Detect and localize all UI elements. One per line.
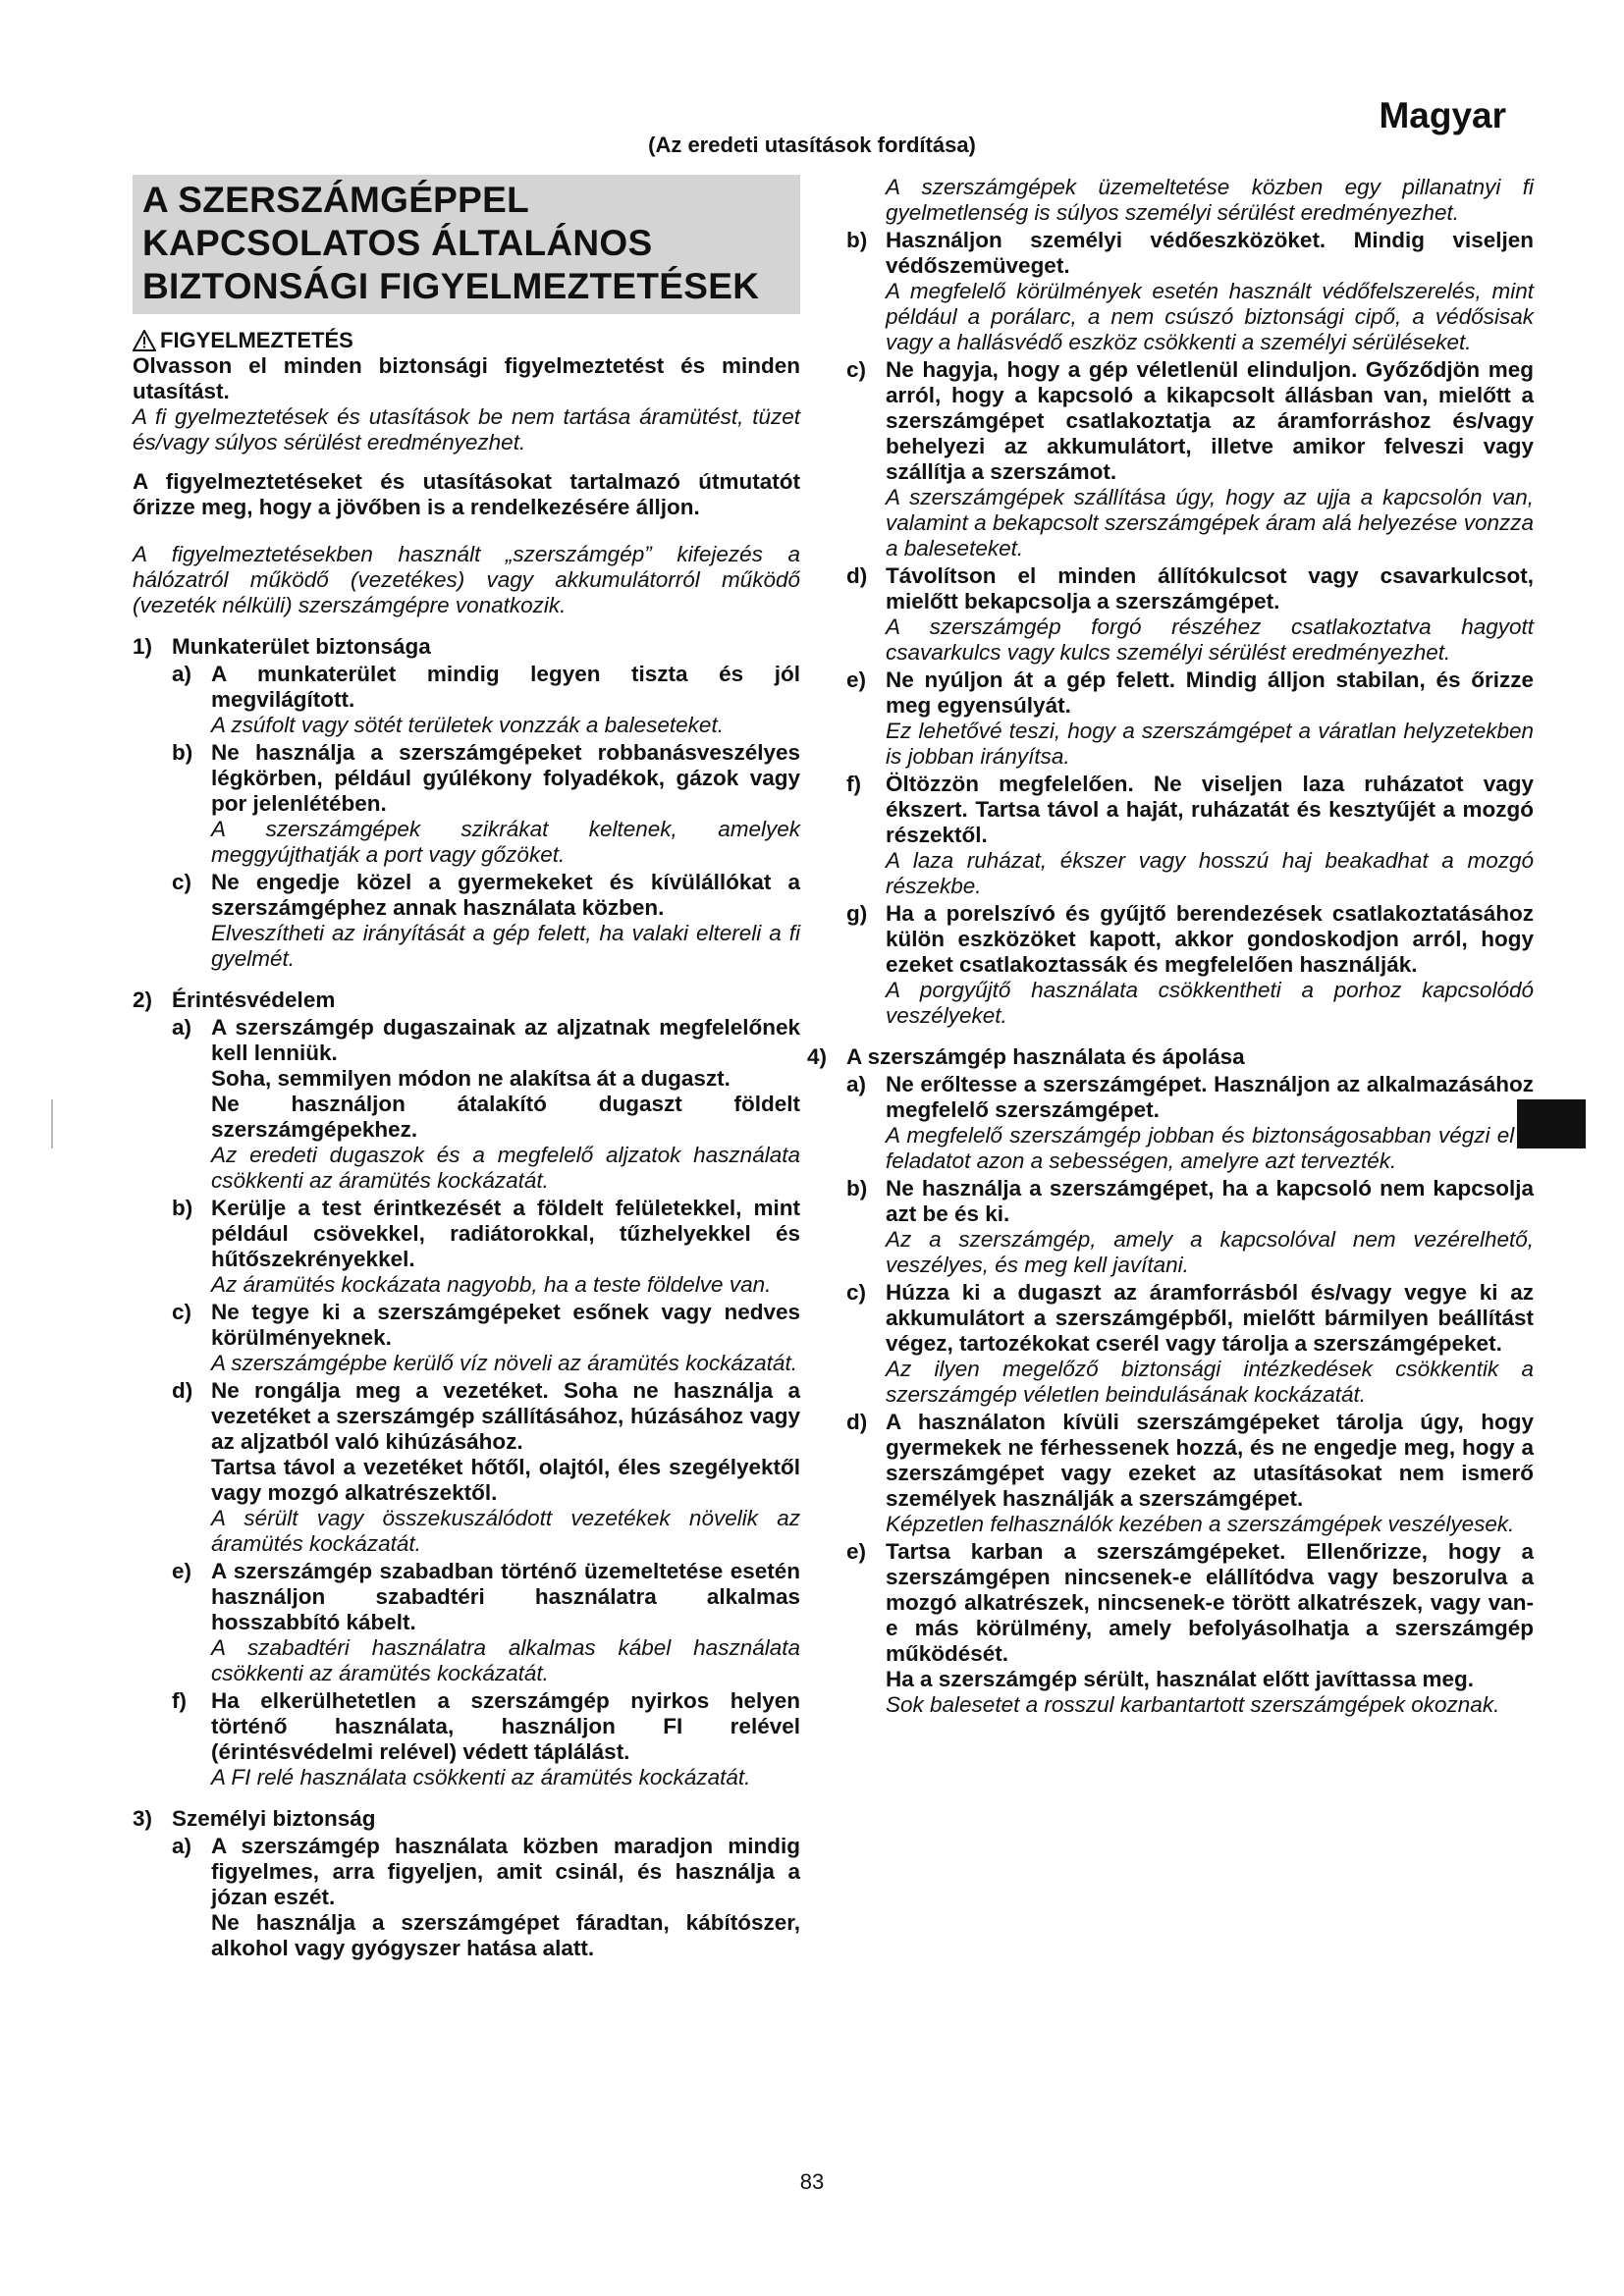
list-item: e) Tartsa karban a szerszámgépeket. Ellenőrizze, hogy a szerszámgépen nincsenek-e elállítódva vagy beszorulva a mozgó alkatrészek, nincsenek-e törött alkatrészek, vagy van-e más körülmény, amely befolyásolhatja a szerszámgép működését. Ha a szerszámgép sérült, használat előtt javíttassa meg. Sok balesetet a rosszul karbantartott szerszámgépek okoznak. bbox=[846, 1539, 1534, 1717]
page-number: 83 bbox=[799, 2169, 825, 2194]
definition-note: A figyelmeztetésekben használt „szerszámgép” kifejezés a hálózatról működő (vezetékes) vagy akkumulátorról működő (vezeték nélküli) szerszámgépre vonatkozik. bbox=[133, 542, 800, 617]
list-item: c) Ne tegye ki a szerszámgépeket esőnek vagy nedves körülményeknek. A szerszámgépbe kerülő víz növeli az áramütés kockázatát. bbox=[172, 1300, 800, 1375]
list-item: e) A szerszámgép szabadban történő üzemeltetése esetén használjon szabadtéri használatra alkalmas hosszabbító kábelt. A szabadtéri használatra alkalmas kábel használata csökkenti az áramütés kockázatát. bbox=[172, 1559, 800, 1685]
list-item: f) Ha elkerülhetetlen a szerszámgép nyirkos helyen történő használata, használjon FI relével (érintésvédelmi relével) védett táplálást. A FI relé használata csökkenti az áramütés kockázatát. bbox=[172, 1688, 800, 1789]
list-item: a) A munkaterület mindig legyen tiszta és jól megvilágított. A zsúfolt vagy sötét területek vonzzák a baleseteket. bbox=[172, 662, 800, 737]
keep-instructions: A figyelmeztetéseket és utasításokat tartalmazó útmutatót őrizze meg, hogy a jövőben is a rendelkezésére álljon. bbox=[133, 469, 800, 519]
list-item: d) Távolítson el minden állítókulcsot vagy csavarkulcsot, mielőtt bekapcsolja a szerszámgépet. A szerszámgép forgó részéhez csatlakoztatva hagyott csavarkulcs vagy kulcs személyi sérülést eredményezhet. bbox=[846, 563, 1534, 665]
margin-mark bbox=[51, 1099, 53, 1148]
section-2-heading: 2) Érintésvédelem bbox=[133, 988, 336, 1012]
left-column bbox=[133, 175, 800, 1961]
translation-note: (Az eredeti utasítások fordítása) bbox=[648, 133, 976, 157]
list-item: a) Ne erőltesse a szerszámgépet. Használjon az alkalmazásához megfelelő szerszámgépet. A megfelelő szerszámgép jobban és biztonságosabban végzi el a feladatot azon a sebességen, amelyre azt tervezték. bbox=[846, 1072, 1534, 1173]
list-item: d) Ne rongálja meg a vezetéket. Soha ne használja a vezetéket a szerszámgép szállításához, húzásához vagy az aljzatból való kihúzásához. Tartsa távol a vezetéket hőtől, olajtól, éles szegélyektől vagy mozgó alkatrészektől. A sérült vagy összekuszálódott vezetékek növelik az áramütés kockázatát. bbox=[172, 1378, 800, 1556]
warning-label: FIGYELMEZTETÉS bbox=[160, 328, 353, 352]
list-item: b) Használjon személyi védőeszközöket. Mindig viseljen védőszemüveget. A megfelelő körülmények esetén használt védőfelszerelés, mint például a porálarc, a nem csúszó biztonsági cipő, a védősisak vagy a hallásvédő eszköz csökkenti a személyi sérüléseket. bbox=[846, 228, 1534, 354]
list-item: d) A használaton kívüli szerszámgépeket tárolja úgy, hogy gyermekek ne férhessenek hozzá, és ne engedje meg, hogy a szerszámgépet vagy ezeket az utasításokat nem ismerő személyek használják a szerszámgépet. Képzetlen felhasználók kezében a szerszámgépek veszélyesek. bbox=[846, 1410, 1534, 1536]
list-item: e) Ne nyúljon át a gép felett. Mindig álljon stabilan, és őrizze meg egyensúlyát. Ez lehetővé teszi, hogy a szerszámgépet a váratlan helyzetekben is jobban irányítsa. bbox=[846, 667, 1534, 769]
intro-italic: A fi gyelmeztetések és utasítások be nem tartása áramütést, tüzet és/vagy súlyos sérülést eredményezhet. bbox=[133, 404, 800, 454]
section-3-heading: 3) Személyi biztonság bbox=[133, 1806, 376, 1831]
list-item: g) Ha a porelszívó és gyűjtő berendezések csatlakoztatásához külön eszközöket kapott, akkor gondoskodjon arról, hogy ezeket csatlakoztassák és megfelelően használják. A porgyűjtő használata csökkentheti a porhoz kapcsolódó veszélyeket. bbox=[846, 901, 1534, 1028]
section-4-heading: 4) A szerszámgép használata és ápolása bbox=[807, 1044, 1245, 1069]
list-item: f) Öltözzön megfelelően. Ne viseljen laza ruházatot vagy ékszert. Tartsa távol a haját, ruházatát és kesztyűjét a mozgó részektől. A laza ruházat, ékszer vagy hosszú haj beakadhat a mozgó részekbe. bbox=[846, 772, 1534, 898]
list-item: c) Húzza ki a dugaszt az áramforrásból és/vagy vegye ki az akkumulátort a szerszámgépből, mielőtt bármilyen beállítást végez, tartozékokat cserél vagy tárolja a szerszámgépeket. Az ilyen megelőző biztonsági intézkedések csökkentik a szerszámgép véletlen beindulásának kockázatát. bbox=[846, 1280, 1534, 1407]
list-item: c) Ne engedje közel a gyermekeket és kívülállókat a szerszámgéphez annak használata közben. Elveszítheti az irányítását a gép felett, ha valaki eltereli a fi gyelmét. bbox=[172, 870, 800, 971]
intro-bold: Olvasson el minden biztonsági figyelmeztetést és minden utasítást. bbox=[133, 353, 800, 403]
warning-triangle-icon bbox=[133, 330, 156, 351]
list-item: b) Ne használja a szerszámgépeket robbanásveszélyes légkörben, például gyúlékony folyadékok, gázok vagy por jelenlétében. A szerszámgépek szikrákat keltenek, amelyek meggyújthatják a port vagy gőzöket. bbox=[172, 740, 800, 867]
list-item: a) A szerszámgép dugaszainak az aljzatnak megfelelőnek kell lenniük. Soha, semmilyen módon ne alakítsa át a dugaszt. Ne használjon átalakító dugaszt földelt szerszámgépekhez. Az eredeti dugaszok és a megfelelő aljzatok használata csökkenti az áramütés kockázatát. bbox=[172, 1015, 800, 1193]
list-item: b) Ne használja a szerszámgépet, ha a kapcsoló nem kapcsolja azt be és ki. Az a szerszámgép, amely a kapcsolóval nem vezérelhető, veszélyes, és meg kell javítani. bbox=[846, 1176, 1534, 1277]
section-1-heading: 1) Munkaterület biztonsága bbox=[133, 634, 431, 659]
list-item: c) Ne hagyja, hogy a gép véletlenül elinduljon. Győződjön meg arról, hogy a kapcsoló a kikapcsolt állásban van, mielőtt a szerszámgépet csatlakoztatja az áramforráshoz és/vagy behelyezi az akkumulátort, illetve amikor felveszi vagy szállítja a szerszámot. A szerszámgépek szállítása úgy, hogy az ujja a kapcsolón van, valamint a bekapcsolt szerszámgépek áram alá helyezése vonzza a baleseteket. bbox=[846, 357, 1534, 561]
list-item: a) A szerszámgép használata közben maradjon mindig figyelmes, arra figyeljen, amit csinál, és használja a józan eszét. Ne használja a szerszámgépet fáradtan, kábítószer, alkohol vagy gyógyszer hatása alatt. bbox=[172, 1834, 800, 1960]
page-title: A SZERSZÁMGÉPPEL KAPCSOLATOS ÁLTALÁNOS BIZTONSÁGI FIGYELMEZTETÉSEK bbox=[133, 175, 800, 314]
warning-heading bbox=[133, 328, 800, 353]
list-item: b) Kerülje a test érintkezését a földelt felületekkel, mint például csövekkel, radiátorokkal, tűzhelyekkel és hűtőszekrényekkel. Az áramütés kockázata nagyobb, ha a teste földelve van. bbox=[172, 1196, 800, 1297]
language-label: Magyar bbox=[1379, 95, 1506, 135]
right-column bbox=[807, 175, 1534, 1718]
section-3a-note: A szerszámgépek üzemeltetése közben egy pillanatnyi fi gyelmetlenség is súlyos személyi sérülést eredményezhet. bbox=[886, 175, 1534, 225]
